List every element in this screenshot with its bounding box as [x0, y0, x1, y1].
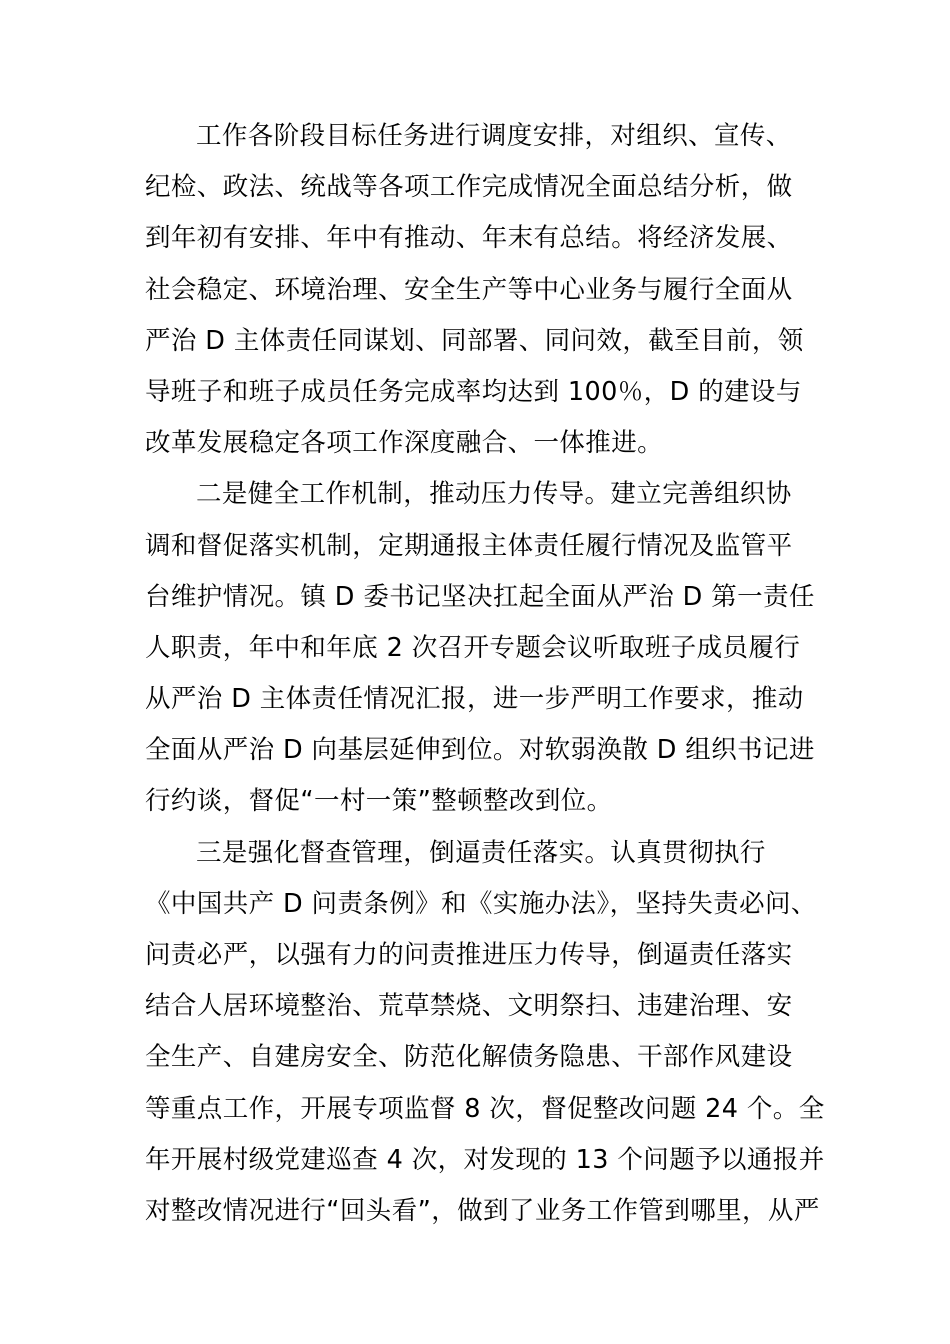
text-line: 等重点工作，开展专项监督 8 次，督促整改问题 24 个。全: [145, 1093, 825, 1124]
text-line: 对整改情况进行“回头看”，做到了业务工作管到哪里，从严: [145, 1195, 820, 1226]
text-line: 全面从严治 D 向基层延伸到位。对软弱涣散 D 组织书记进: [145, 735, 815, 766]
document-body: [145, 111, 845, 1237]
text-line: 三是强化督查管理，倒逼责任落实。认真贯彻执行: [196, 837, 766, 868]
text-line: 从严治 D 主体责任情况汇报，进一步严明工作要求，推动: [145, 684, 804, 715]
text-line: 年开展村级党建巡查 4 次，对发现的 13 个问题予以通报并: [145, 1144, 825, 1175]
paragraph-3: [145, 828, 845, 1238]
text-line: 严治 D 主体责任同谋划、同部署、同问效，截至目前，领: [145, 325, 804, 356]
text-line: 问责必严，以强有力的问责推进压力传导，倒逼责任落实: [145, 940, 793, 970]
text-line: 社会稳定、环境治理、安全生产等中心业务与履行全面从: [145, 274, 793, 305]
text-line: 人职责，年中和年底 2 次召开专题会议听取班子成员履行: [145, 632, 801, 663]
text-line: 工作各阶段目标任务进行调度安排，对组织、宣传、: [196, 121, 792, 151]
text-line: 台维护情况。镇 D 委书记坚决扛起全面从严治 D 第一责任: [145, 581, 815, 612]
text-line: 到年初有安排、年中有推动、年末有总结。将经济发展、: [145, 223, 793, 254]
paragraph-1: [145, 111, 845, 469]
text-line: 全生产、自建房安全、防范化解债务隐患、干部作风建设: [145, 1042, 793, 1073]
paragraph-2: [145, 469, 845, 827]
text-line: 二是健全工作机制，推动压力传导。建立完善组织协: [196, 479, 792, 510]
text-line: 改革发展稳定各项工作深度融合、一体推进。: [145, 428, 664, 459]
text-line: 导班子和班子成员任务完成率均达到 100％，D 的建设与: [145, 376, 802, 407]
text-line: 《中国共产 D 问责条例》和《实施办法》，坚持失责必问、: [145, 888, 817, 919]
text-line: 结合人居环境整治、荒草禁烧、文明祭扫、违建治理、安: [145, 991, 793, 1022]
text-line: 行约谈，督促“一村一策”整顿整改到位。: [145, 786, 613, 817]
text-line: 调和督促落实机制，定期通报主体责任履行情况及监管平: [145, 530, 793, 561]
text-line: 纪检、政法、统战等各项工作完成情况全面总结分析，做: [145, 172, 793, 203]
